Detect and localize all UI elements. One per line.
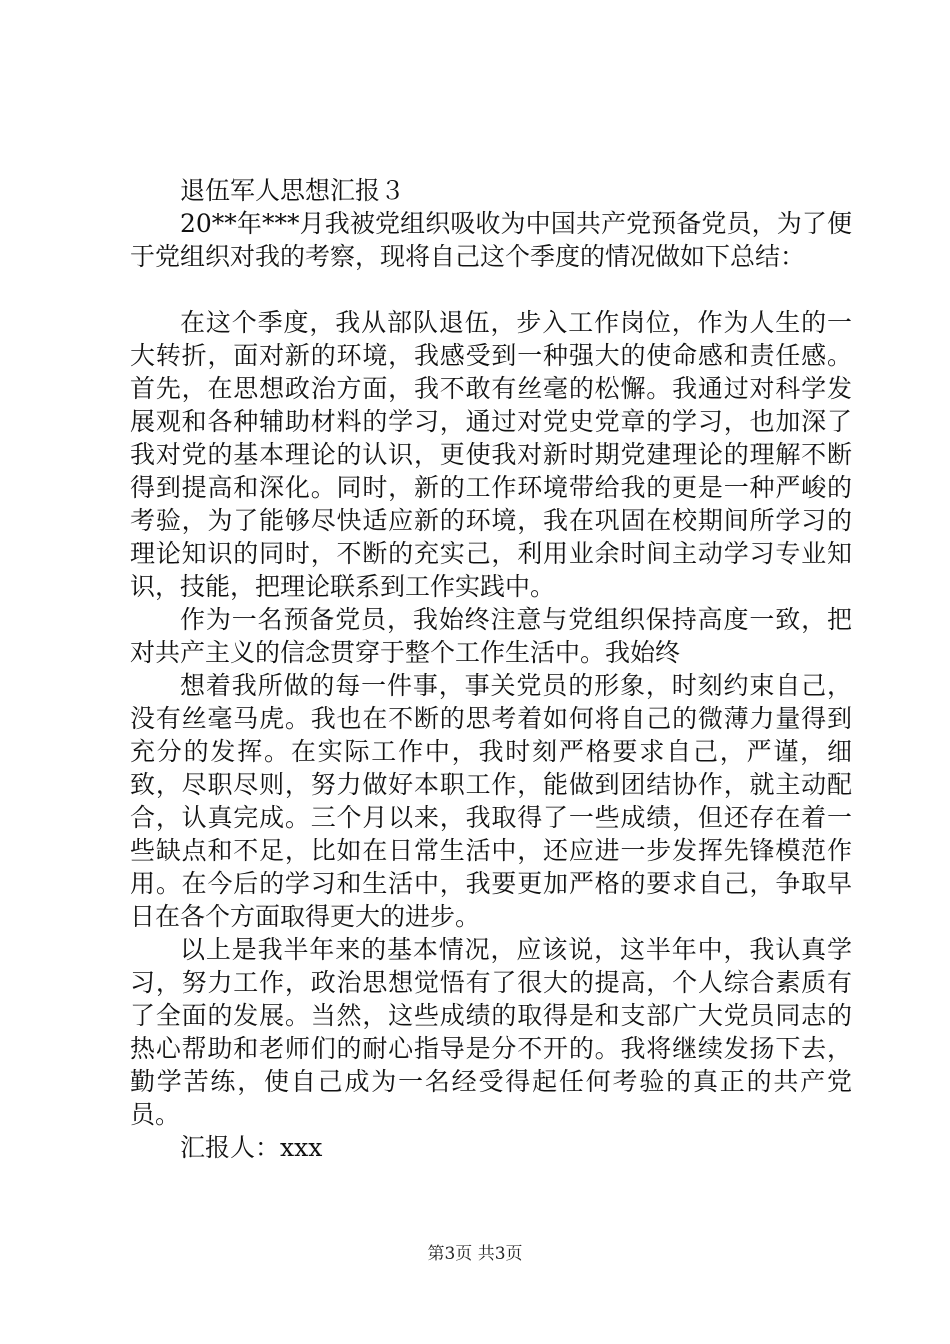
reporter-signature: 汇报人：xxx	[180, 1133, 323, 1162]
paragraph-work-transition: 在这个季度，我从部队退伍，步入工作岗位，作为人生的一大转折，面对新的环境，我感受到一种强大的使命感和责任感。首先，在思想政治方面，我不敢有丝毫的松懈。我通过对科学发展观和各种辅助材料的学习，通过对党史党章的学习，也加深了我对党的基本理论的认识，更使我对新时期党建理论的理解不断得到提高和深化。同时，新的工作环境带给我的更是一种严峻的考验，为了能够尽快适应新的环境，我在巩固在校期间所学习的理论知识的同时，不断的充实己，利用业余时间主动学习专业知识，技能，把理论联系到工作实践中。	[130, 308, 852, 601]
page-footer: 第3页 共3页	[427, 1244, 523, 1264]
paragraph-summary: 以上是我半年来的基本情况，应该说，这半年中，我认真学习，努力工作，政治思想觉悟有了很大的提高，个人综合素质有了全面的发展。当然，这些成绩的取得是和支部广大党员同志的热心帮助和老师们的耐心指导是分不开的。我将继续发扬下去，勤学苦练，使自己成为一名经受得起任何考验的真正的共产党员。	[130, 935, 852, 1129]
paragraph-intro: 20**年***月我被党组织吸收为中国共产党预备党员，为了便于党组织对我的考察，现将自己这个季度的情况做如下总结：	[130, 209, 852, 271]
document-body	[130, 174, 852, 1164]
paragraph-self-discipline: 想着我所做的每一件事，事关党员的形象，时刻约束自己，没有丝毫马虎。我也在不断的思考着如何将自己的微薄力量得到充分的发挥。在实际工作中，我时刻严格要求自己，严谨，细致，尽职尽则，努力做好本职工作，能做到团结协作，就主动配合，认真完成。三个月以来，我取得了一些成绩，但还存在着一些缺点和不足，比如在日常生活中，还应进一步发挥先锋模范作用。在今后的学习和生活中，我要更加严格的要求自己，争取早日在各个方面取得更大的进步。	[130, 671, 852, 931]
paragraph-party-member: 作为一名预备党员，我始终注意与党组织保持高度一致，把对共产主义的信念贯穿于整个工作生活中。我始终	[130, 605, 852, 667]
document-title: 退伍军人思想汇报３	[180, 176, 406, 205]
